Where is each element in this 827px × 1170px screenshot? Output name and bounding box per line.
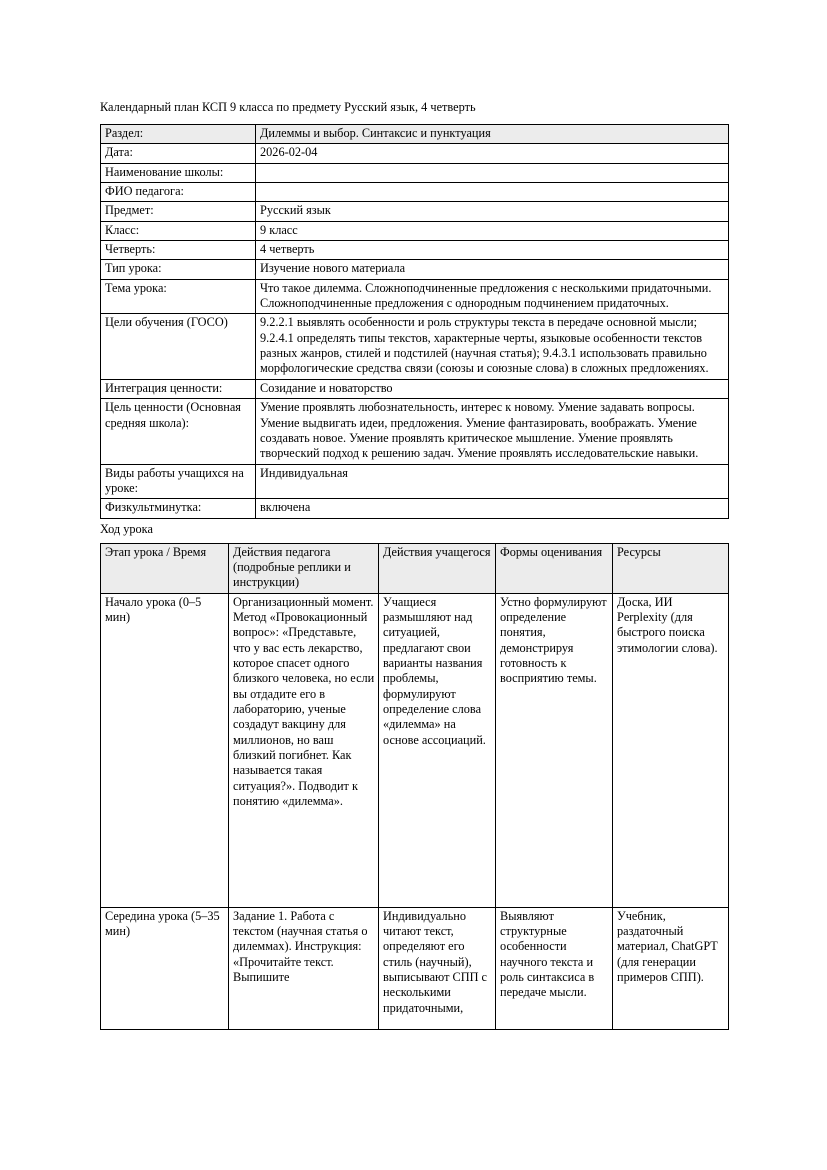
info-row — [101, 260, 729, 279]
info-row-value: 4 четверть — [256, 241, 729, 260]
flow-cell-student-actions: Индивидуально читают текст, определяют его стиль (научный), выписывают СПП с несколькими придаточными, — [379, 907, 496, 1029]
info-row-value: Дилеммы и выбор. Синтаксис и пунктуация — [256, 125, 729, 144]
info-row-value: 9 класс — [256, 221, 729, 240]
info-row-value: Умение проявлять любознательность, интерес к новому. Умение задавать вопросы. Умение выдвигать идеи, предложения. Умение фантазировать, воображать. Умение создавать новое. Умение проявлять критическое мышление. Умение проявлять творческий подход к решению задач. Умение проявлять исследовательские навыки. — [256, 399, 729, 464]
flow-cell-stage: Начало урока (0–5 мин) — [101, 593, 229, 907]
flow-header-row — [101, 543, 729, 593]
section-caption: Ход урока — [100, 521, 153, 536]
info-row-label: ФИО педагога: — [101, 183, 256, 202]
flow-row — [101, 593, 729, 907]
info-row — [101, 241, 729, 260]
info-row-label: Интеграция ценности: — [101, 379, 256, 398]
flow-column-header: Действия педагога (подробные реплики и инструкции) — [229, 543, 379, 593]
info-row-label: Предмет: — [101, 202, 256, 221]
page-title: Календарный план КСП 9 класса по предмету Русский язык, 4 четверть — [100, 100, 476, 114]
info-row-label: Виды работы учащихся на уроке: — [101, 464, 256, 499]
info-row — [101, 314, 729, 379]
info-row — [101, 144, 729, 163]
flow-cell-teacher-actions: Организационный момент. Метод «Провокационный вопрос»: «Представьте, что у вас есть лекарство, которое спасет одного близкого человека, но если вы отдадите его в лабораторию, ученые создадут вакцину для миллионов, но ваш близкий погибнет. Как называется такая ситуация?». Подводит к понятию «дилемма». — [229, 593, 379, 907]
info-row-label: Физкультминутка: — [101, 499, 256, 518]
info-row-value: 9.2.2.1 выявлять особенности и роль структуры текста в передаче основной мысли; 9.2.4.1 определять типы текстов, характерные черты, языковые особенности текстов разных жанров, стилей и подстилей (научная статья); 9.4.3.1 использовать правильно морфологические средства связи (союзы и союзные слова) в сложных предложениях. — [256, 314, 729, 379]
flow-cell-stage: Середина урока (5–35 мин) — [101, 907, 229, 1029]
lesson-info-table — [100, 124, 729, 519]
flow-cell-resources: Доска, ИИ Perplexity (для быстрого поиска этимологии слова). — [613, 593, 729, 907]
info-row — [101, 163, 729, 182]
info-row-label: Раздел: — [101, 125, 256, 144]
info-row — [101, 379, 729, 398]
flow-row — [101, 907, 729, 1029]
info-row-value: Изучение нового материала — [256, 260, 729, 279]
flow-column-header: Ресурсы — [613, 543, 729, 593]
info-row-label: Тип урока: — [101, 260, 256, 279]
info-row — [101, 464, 729, 499]
info-row-label: Цель ценности (Основная средняя школа): — [101, 399, 256, 464]
info-row-value: Созидание и новаторство — [256, 379, 729, 398]
info-row-label: Наименование школы: — [101, 163, 256, 182]
info-row-value — [256, 163, 729, 182]
info-row — [101, 399, 729, 464]
flow-cell-student-actions: Учащиеся размышляют над ситуацией, предлагают свои варианты названия проблемы, формулируют определение слова «дилемма» на основе ассоциаций. — [379, 593, 496, 907]
info-row-value: 2026-02-04 — [256, 144, 729, 163]
info-row-label: Цели обучения (ГОСО) — [101, 314, 256, 379]
flow-column-header: Действия учащегося — [379, 543, 496, 593]
info-row-value: Русский язык — [256, 202, 729, 221]
flow-cell-resources: Учебник, раздаточный материал, ChatGPT (для генерации примеров СПП). — [613, 907, 729, 1029]
info-row-label: Тема урока: — [101, 279, 256, 314]
info-row-value — [256, 183, 729, 202]
lesson-flow-head — [101, 543, 729, 593]
flow-column-header: Этап урока / Время — [101, 543, 229, 593]
info-row-value: Что такое дилемма. Сложноподчиненные предложения с несколькими придаточными. Сложноподчиненные предложения с однородным подчинением придаточных. — [256, 279, 729, 314]
info-row-value: Индивидуальная — [256, 464, 729, 499]
lesson-flow-body — [101, 593, 729, 1029]
flow-cell-teacher-actions: Задание 1. Работа с текстом (научная статья о дилеммах). Инструкция: «Прочитайте текст. Выпишите — [229, 907, 379, 1029]
info-row-label: Четверть: — [101, 241, 256, 260]
info-row — [101, 221, 729, 240]
flow-cell-assessment: Выявляют структурные особенности научного текста и роль синтаксиса в передаче мысли. — [496, 907, 613, 1029]
info-row — [101, 202, 729, 221]
info-row-label: Дата: — [101, 144, 256, 163]
flow-cell-assessment: Устно формулируют определение понятия, демонстрируя готовность к восприятию темы. — [496, 593, 613, 907]
info-row — [101, 499, 729, 518]
info-row — [101, 125, 729, 144]
info-row-value: включена — [256, 499, 729, 518]
info-row — [101, 183, 729, 202]
info-row-label: Класс: — [101, 221, 256, 240]
lesson-info-body — [101, 125, 729, 519]
lesson-flow-table — [100, 543, 729, 1030]
info-row — [101, 279, 729, 314]
flow-column-header: Формы оценивания — [496, 543, 613, 593]
